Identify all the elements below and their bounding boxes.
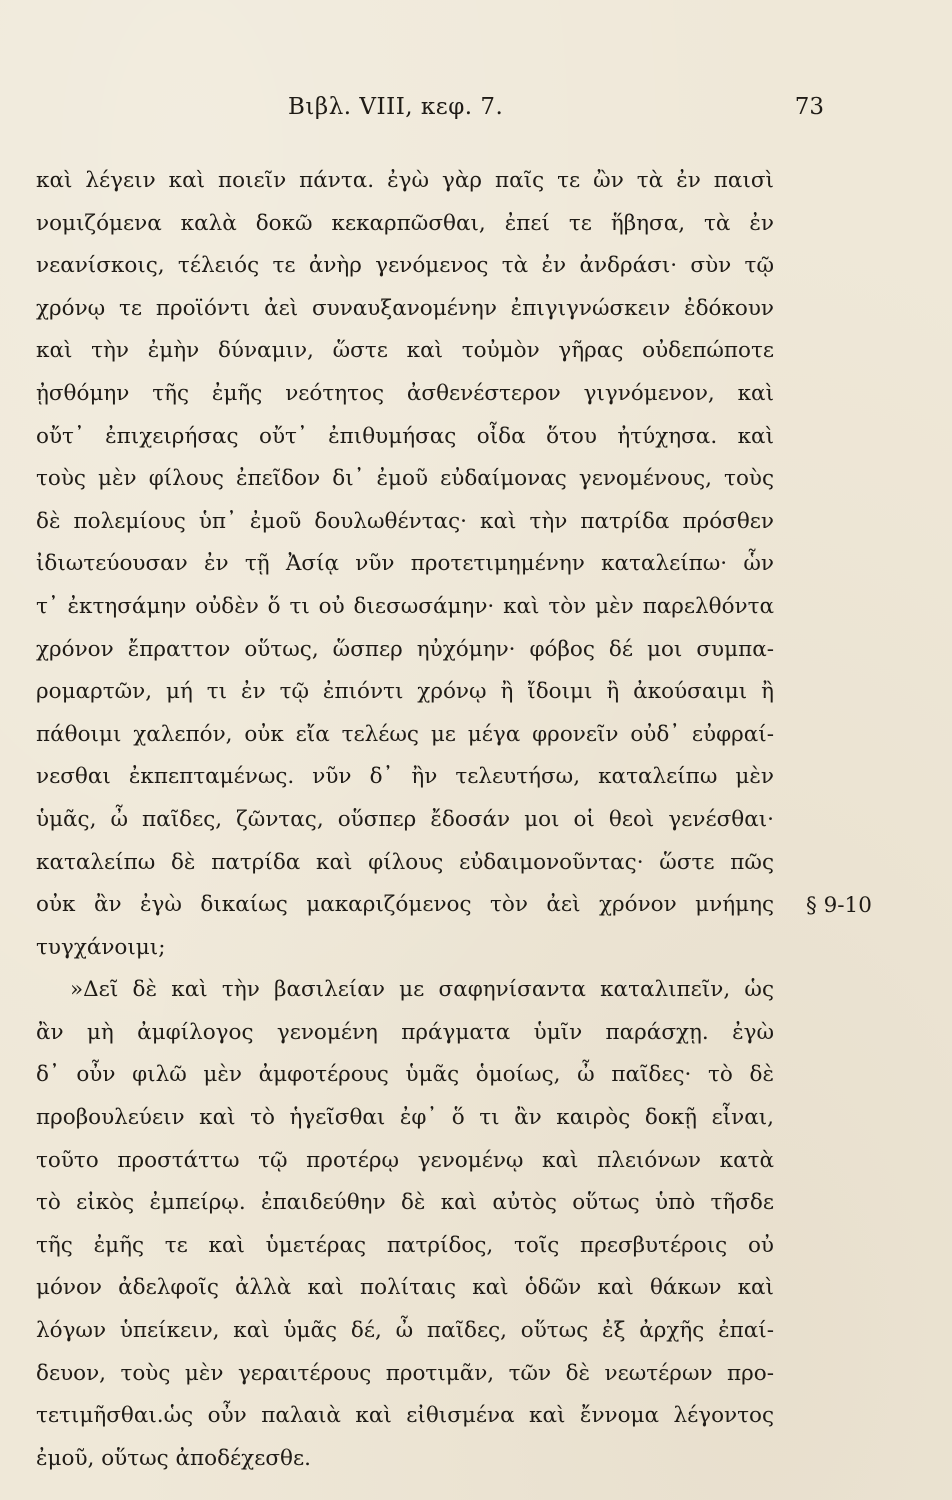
text-line: νεσθαι ἐκπεπταμένως. νῦν δ᾽ ἢν τελευτήσω, καταλείπω μὲν: [36, 764, 774, 790]
text-line: δὲ πολεμίους ὑπ᾽ ἐμοῦ δουλωθέντας· καὶ τὴν πατρίδα πρόσθεν: [36, 508, 774, 534]
text-line: δ᾽ οὖν φιλῶ μὲν ἀμφοτέρους ὑμᾶς ὁμοίως, ὦ παῖδες· τὸ δὲ: [36, 1062, 774, 1088]
page-number: 73: [794, 94, 824, 120]
text-line: ἐμοῦ, οὕτως ἀποδέχεσθε.: [36, 1445, 311, 1471]
text-line: ᾐσθόμην τῆς ἐμῆς νεότητος ἀσθενέστερον γιγνόμενον, καὶ: [36, 380, 774, 406]
body-text: [36, 160, 774, 1480]
text-line: καὶ λέγειν καὶ ποιεῖν πάντα. ἐγὼ γὰρ παῖς τε ὢν τὰ ἐν παισὶ: [36, 168, 774, 193]
text-line: ἰδιωτεύουσαν ἐν τῇ Ἀσίᾳ νῦν προτετιμημένην καταλείπω· ὧν: [36, 551, 774, 577]
text-line: προβουλεύειν καὶ τὸ ἡγεῖσθαι ἐφ᾽ ὅ τι ἂν καιρὸς δοκῇ εἶναι,: [36, 1105, 774, 1131]
text-line: ἂν μὴ ἀμφίλογος γενομένη πράγματα ὑμῖν παράσχῃ. ἐγὼ: [36, 1019, 774, 1045]
text-line: τοὺς μὲν φίλους ἐπεῖδον δι᾽ ἐμοῦ εὐδαίμονας γενομένους, τοὺς: [36, 466, 774, 492]
text-line: οὐκ ἂν ἐγὼ δικαίως μακαριζόμενος τὸν ἀεὶ χρόνον μνήμης: [36, 892, 774, 918]
text-line: καὶ τὴν ἐμὴν δύναμιν, ὥστε καὶ τοὐμὸν γῆρας οὐδεπώποτε: [36, 338, 774, 364]
text-line: οὔτ᾽ ἐπιχειρήσας οὔτ᾽ ἐπιθυμήσας οἶδα ὅτου ἠτύχησα. καὶ: [36, 423, 774, 449]
text-line: νεανίσκοις, τέλειός τε ἀνὴρ γενόμενος τὰ ἐν ἀνδράσι· σὺν τῷ: [36, 253, 774, 279]
text-line: »Δεῖ δὲ καὶ τὴν βασιλείαν με σαφηνίσαντα καταλιπεῖν, ὡς: [70, 977, 774, 1003]
text-line: μόνον ἀδελφοῖς ἀλλὰ καὶ πολίταις καὶ ὁδῶν καὶ θάκων καὶ: [36, 1275, 774, 1301]
text-line: τοῦτο προστάττω τῷ προτέρῳ γενομένῳ καὶ πλειόνων κατὰ: [36, 1147, 774, 1173]
text-line: πάθοιμι χαλεπόν, οὐκ εἴα τελέως με μέγα φρονεῖν οὐδ᾽ εὐφραί-: [36, 721, 774, 747]
text-line: χρόνον ἔπραττον οὕτως, ὥσπερ ηὐχόμην· φόβος δέ μοι συμπα-: [36, 636, 774, 662]
text-line: τ᾽ ἐκτησάμην οὐδὲν ὅ τι οὐ διεσωσάμην· καὶ τὸν μὲν παρελθόντα: [36, 593, 774, 619]
text-line: λόγων ὑπείκειν, καὶ ὑμᾶς δέ, ὦ παῖδες, οὕτως ἐξ ἀρχῆς ἐπαί-: [36, 1318, 774, 1344]
text-line: νομιζόμενα καλὰ δοκῶ κεκαρπῶσθαι, ἐπεί τε ἥβησα, τὰ ἐν: [36, 210, 774, 236]
text-line: ρομαρτῶν, μή τι ἐν τῷ ἐπιόντι χρόνῳ ἢ ἴδοιμι ἢ ἀκούσαιμι ἢ: [36, 679, 774, 705]
text-line: ὑμᾶς, ὦ παῖδες, ζῶντας, οὕσπερ ἔδοσάν μοι οἱ θεοὶ γενέσθαι·: [36, 806, 774, 832]
text-line: καταλείπω δὲ πατρίδα καὶ φίλους εὐδαιμονοῦντας· ὥστε πῶς: [36, 849, 774, 875]
text-line: τῆς ἐμῆς τε καὶ ὑμετέρας πατρίδος, τοῖς πρεσβυτέροις οὐ: [36, 1232, 774, 1258]
text-line: τυγχάνοιμι;: [36, 934, 166, 960]
section-marker: § 9-10: [806, 893, 872, 918]
text-line: δευον, τοὺς μὲν γεραιτέρους προτιμᾶν, τῶν δὲ νεωτέρων προ-: [36, 1360, 774, 1386]
text-line: χρόνῳ τε προϊόντι ἀεὶ συναυξανομένην ἐπιγιγνώσκειν ἐδόκουν: [36, 295, 774, 321]
text-line: τὸ εἰκὸς ἐμπείρῳ. ἐπαιδεύθην δὲ καὶ αὐτὸς οὕτως ὑπὸ τῆσδε: [36, 1190, 774, 1216]
running-head: Βιβλ. VIII, κεφ. 7.: [288, 94, 504, 120]
text-line: τετιμῆσθαι.ὡς οὖν παλαιὰ καὶ εἰθισμένα καὶ ἔννομα λέγοντος: [36, 1403, 774, 1429]
